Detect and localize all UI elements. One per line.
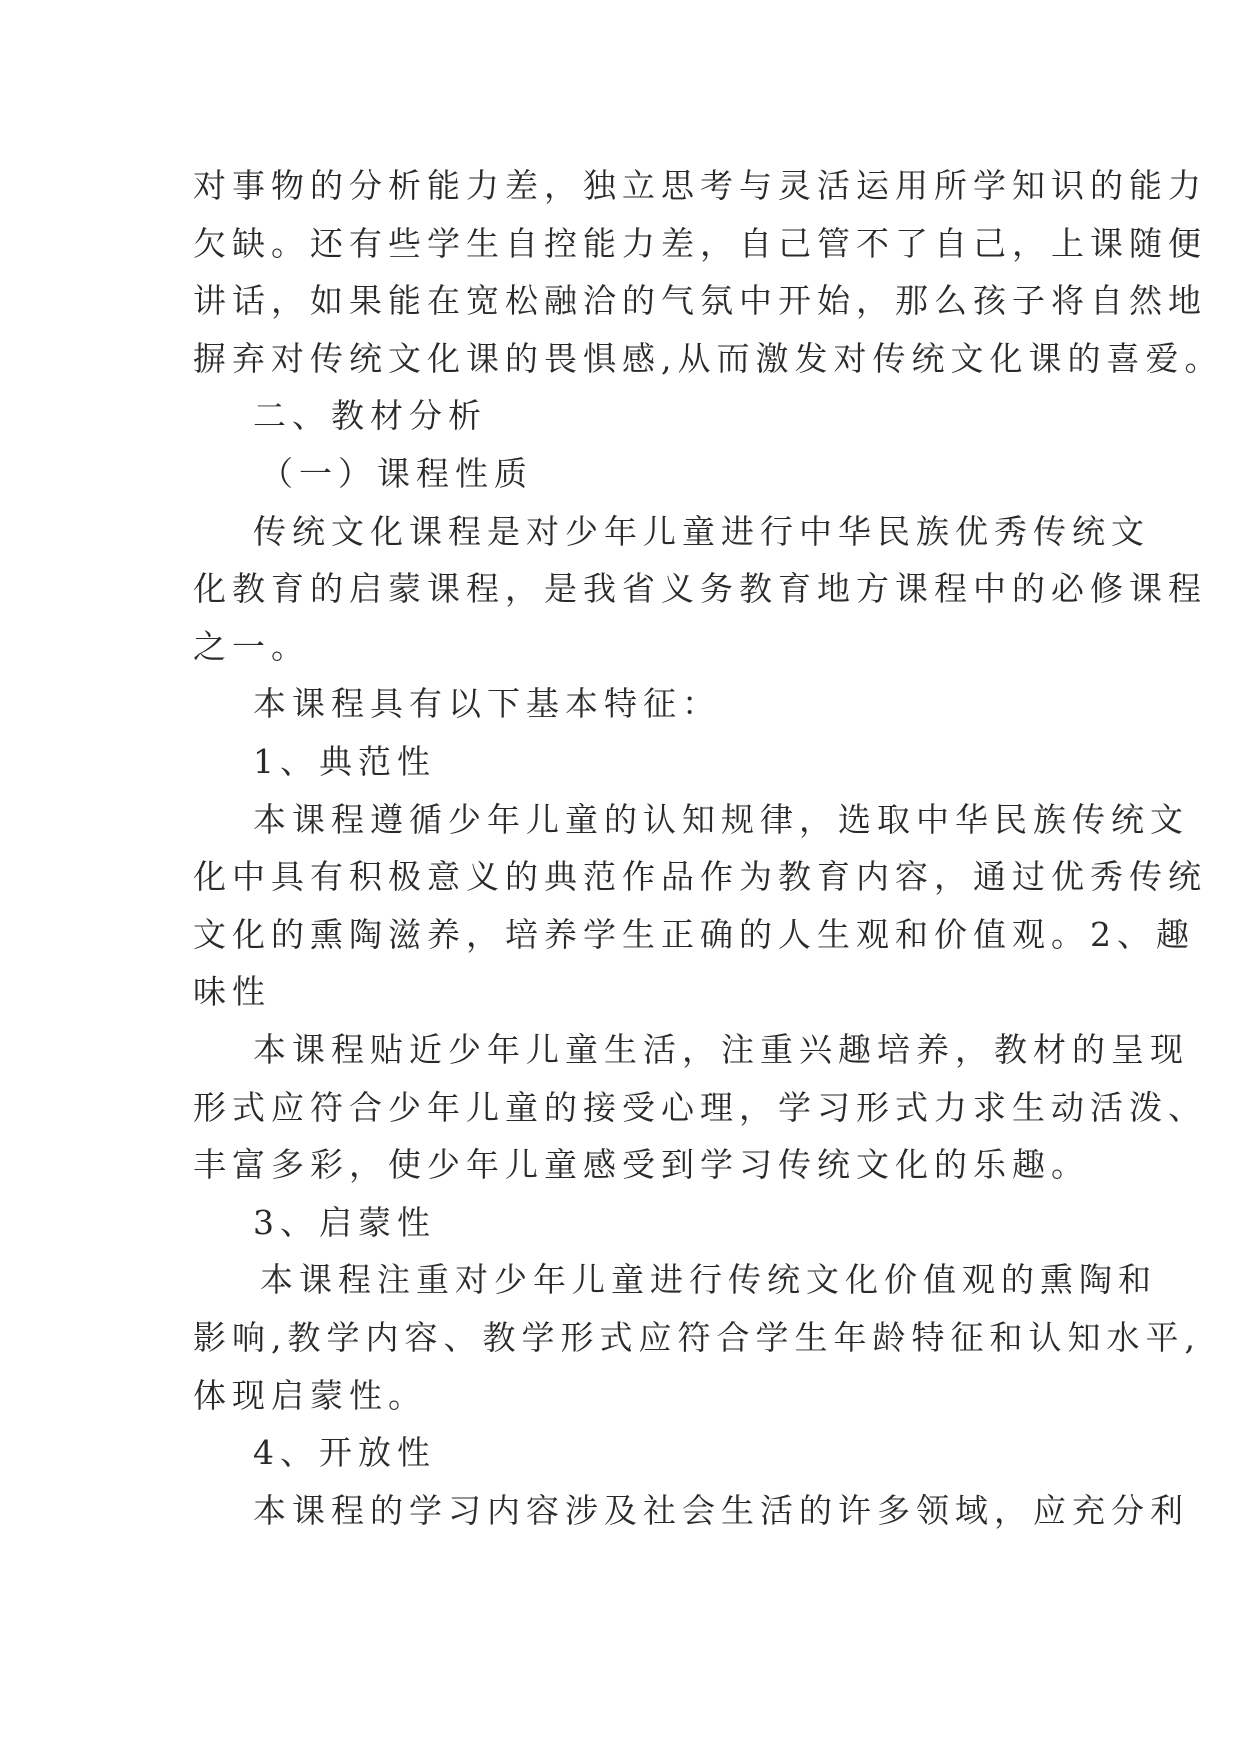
- text-line: 味性: [193, 972, 271, 1011]
- text-line: 影响,教学内容、教学形式应符合学生年龄特征和认知水平,: [193, 1318, 1201, 1357]
- text-line: 传统文化课程是对少年儿童进行中华民族优秀传统文: [253, 512, 1150, 551]
- list-heading: 4、开放性: [253, 1433, 436, 1472]
- text-line: 本课程贴近少年儿童生活，注重兴趣培养，教材的呈现: [253, 1030, 1189, 1069]
- text-line: 化中具有积极意义的典范作品作为教育内容，通过优秀传统: [193, 857, 1207, 896]
- text-line: 本课程的学习内容涉及社会生活的许多领域，应充分利: [253, 1491, 1189, 1530]
- text-line: 文化的熏陶滋养，培养学生正确的人生观和价值观。2、趣: [193, 915, 1195, 954]
- subsection-heading: （一）课程性质: [260, 454, 533, 493]
- text-line: 形式应符合少年儿童的接受心理，学习形式力求生动活泼、: [193, 1088, 1207, 1127]
- text-line: 之一。: [193, 627, 310, 666]
- text-line: 化教育的启蒙课程，是我省义务教育地方课程中的必修课程: [193, 569, 1207, 608]
- text-line: 本课程注重对少年儿童进行传统文化价值观的熏陶和: [260, 1260, 1157, 1299]
- text-line: 对事物的分析能力差，独立思考与灵活运用所学知识的能力: [193, 166, 1207, 205]
- text-line: 本课程遵循少年儿童的认知规律，选取中华民族传统文: [253, 800, 1189, 839]
- text-line: 讲话，如果能在宽松融洽的气氛中开始，那么孩子将自然地: [193, 281, 1207, 320]
- list-heading: 1、典范性: [253, 742, 436, 781]
- text-line: 体现启蒙性。: [193, 1376, 427, 1415]
- text-line: 摒弃对传统文化课的畏惧感,从而激发对传统文化课的喜爱。: [193, 339, 1224, 378]
- list-heading: 3、启蒙性: [253, 1203, 436, 1242]
- text-line: 丰富多彩，使少年儿童感受到学习传统文化的乐趣。: [193, 1145, 1090, 1184]
- section-heading: 二、教材分析: [253, 396, 487, 435]
- text-line: 欠缺。还有些学生自控能力差，自己管不了自己，上课随便: [193, 224, 1207, 263]
- text-line: 本课程具有以下基本特征：: [253, 684, 721, 723]
